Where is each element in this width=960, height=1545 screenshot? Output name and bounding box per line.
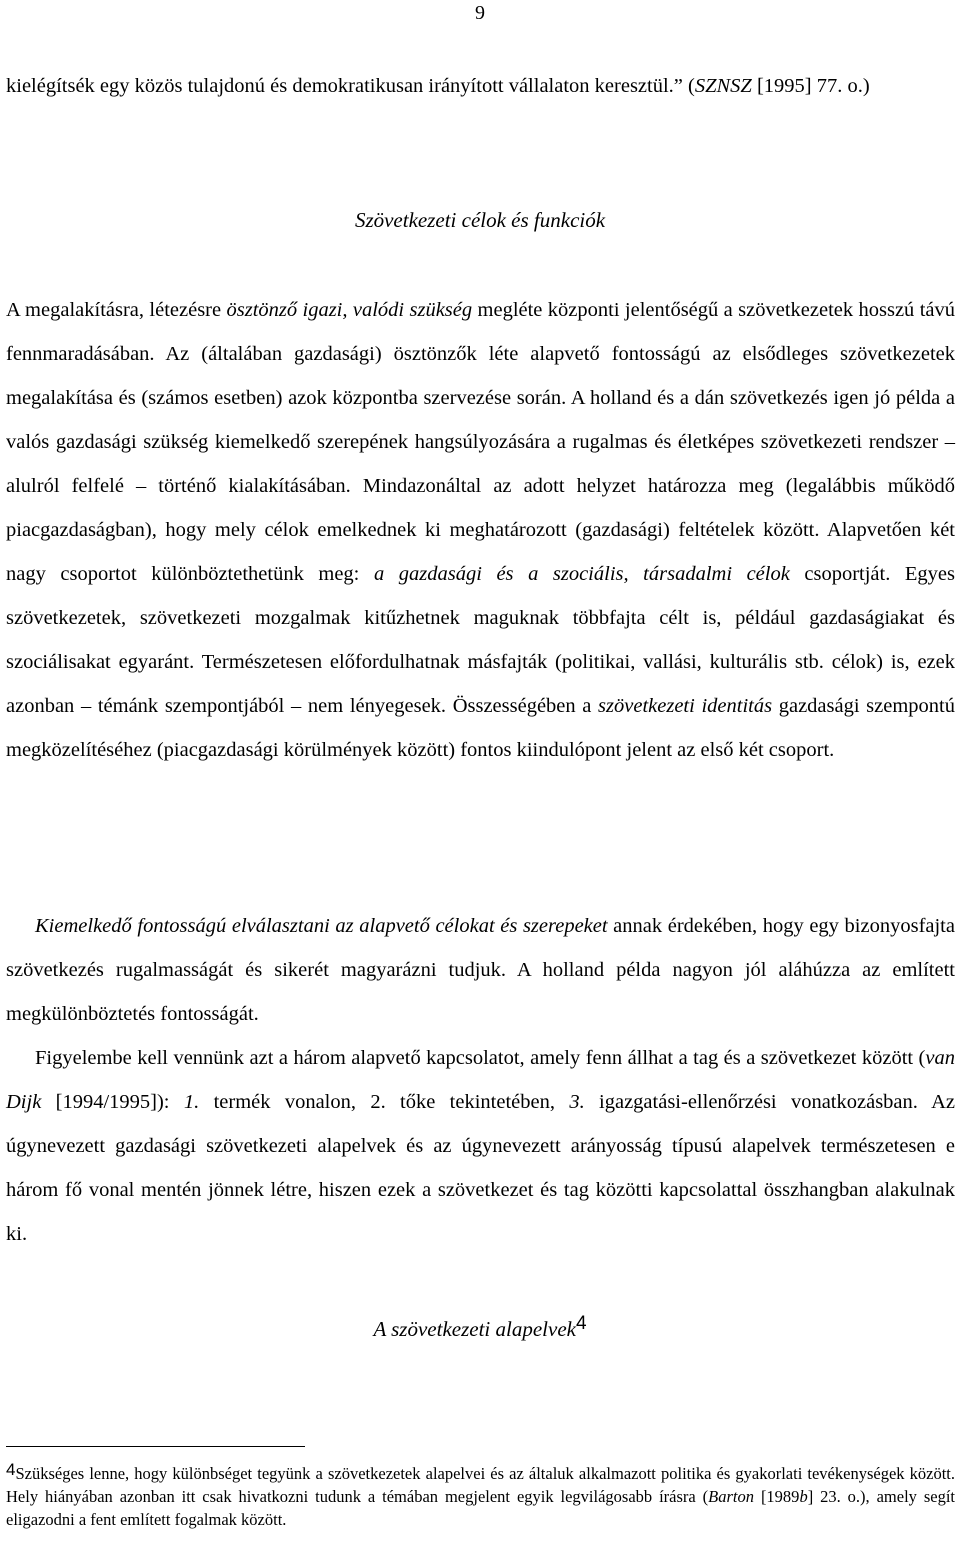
page-number: 9	[475, 2, 485, 24]
paragraph-text: gazdasági szempontú megközelítéséhez (piacgazdasági körülmények között) fontos kiindulópont jelent az első két csoport.	[6, 695, 956, 761]
paragraph-text: [1994/1995]):	[41, 1091, 184, 1113]
footnote-text: Szükséges lenne, hogy különbséget tegyünk a szövetkezetek alapelvei és az általuk alkalmazott politika és gyakorlati tevékenységek között. Hely hiányában azonban itt csak hivatkozni tudunk a témában megjelent egyik legvilágosabb írásra (	[6, 1464, 955, 1506]
paragraph-text: A megalakításra, létezésre	[6, 299, 227, 321]
heading-text: A szövetkezeti alapelvek	[373, 1317, 576, 1341]
paragraph-text: megléte központi jelentőségű a szövetkezetek hosszú távú fennmaradásában. Az (általában gazdasági) ösztönzők léte alapvető fontosságú az elsődleges szövetkezetek megalakítása és (számos esetben) azok központba szervezése során. A holland és a dán szövetkezés igen jó példa a valós gazdasági szükség kiemelkedő szerepének hangsúlyozására a rugalmas és életképes szövetkezeti rendszer – alulról felfelé – történő kialakításában. Mindazonáltal az adott helyzet határozza meg (legalábbis működő piacgazdaságban), hogy mely célok emelkednek ki meghatározott (gazdasági) feltételek között. Alapvetően két nagy csoportot különböztethetünk meg:	[6, 299, 955, 585]
paragraph-text: annak érdekében, hogy egy bizonyosfajta szövetkezés rugalmasságát és sikerét magyarázni tudjuk. A holland példa nagyon jól aláhúzza az említett megkülönböztetés fontosságát.	[6, 915, 955, 1025]
footnote-text: ] 23. o.), amely segít eligazodni a fent említett fogalmak között.	[6, 1487, 955, 1529]
list-number: 1.	[183, 1091, 200, 1113]
paragraph-text: kielégítsék egy közös tulajdonú és demokratikusan irányított vállalaton keresztül.” (	[6, 75, 695, 97]
paragraph-text: igazgatási-ellenőrzési vonatkozásban. Az úgynevezett gazdasági szövetkezeti alapelvek és az úgynevezett arányosság típusú alapelvek természetesen e három fő vonal mentén jönnek létre, hiszen ezek a szövetkezet és tag közötti kapcsolattal összhangban alakulnak ki.	[6, 1091, 956, 1245]
emphasis-text: a gazdasági és a szociális, társadalmi célok	[373, 563, 790, 585]
footnote	[6, 1462, 955, 1531]
paragraph-goals	[6, 288, 955, 772]
paragraph-relations	[6, 1036, 955, 1256]
paragraph-text: Figyelembe kell vennünk azt a három alapvető kapcsolatot, amely fenn állhat a tag és a szövetkezet között (	[35, 1047, 926, 1069]
citation-author: SZNSZ	[694, 75, 752, 97]
footnote-text: [1989	[754, 1487, 800, 1506]
citation-author: van Dijk	[6, 1047, 955, 1113]
paragraph-intro	[6, 64, 955, 108]
paragraph-text: termék vonalon, 2. tőke tekintetében,	[199, 1091, 570, 1113]
emphasis-text: ösztönző igazi, valódi szükség	[226, 299, 473, 321]
paragraph-text: [1995] 77. o.)	[751, 75, 870, 97]
section-heading-goals: Szövetkezeti célok és funkciók	[354, 208, 606, 232]
footnote-divider	[6, 1446, 305, 1447]
emphasis-text: szövetkezeti identitás	[598, 695, 773, 717]
paragraph-separation	[6, 904, 955, 1036]
emphasis-text: Kiemelkedő fontosságú elválasztani az alapvető célokat és szerepeket	[35, 915, 608, 937]
paragraph-text: csoportját. Egyes szövetkezetek, szövetkezeti mozgalmak kitűzhetnek maguknak többfajta célt is, például gazdaságiakat és szociálisakat egyaránt. Természetesen előfordulhatnak másfajták (politikai, vallási, kulturális stb. célok) is, ezek azonban – témánk szempontjából – nem lényegesek. Összességében a	[6, 563, 955, 717]
citation-author: Barton	[708, 1487, 755, 1506]
citation-suffix: b	[799, 1487, 808, 1506]
section-heading-principles	[0, 1314, 960, 1344]
footnote-reference[interactable]: 4	[575, 1313, 587, 1334]
list-number: 3.	[569, 1091, 585, 1113]
footnote-marker: 4	[6, 1460, 16, 1479]
